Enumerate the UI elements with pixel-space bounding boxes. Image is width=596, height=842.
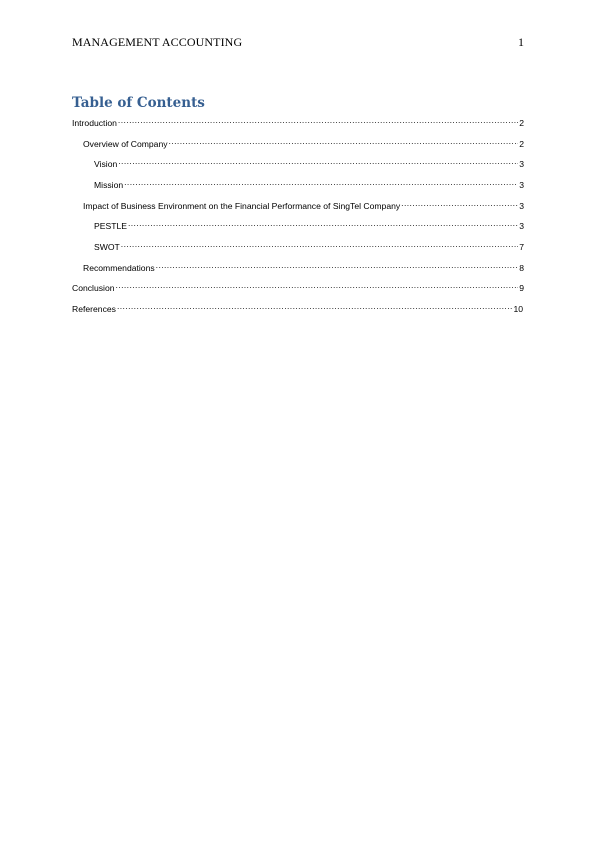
toc-entry-page: 3 [519, 159, 524, 169]
toc-entry-recommendations[interactable] [83, 259, 524, 271]
toc-entry-introduction[interactable] [72, 114, 524, 126]
toc-entry-page: 7 [519, 242, 524, 252]
toc-entry-page: 9 [519, 283, 524, 293]
toc-entry-page: 8 [519, 263, 524, 273]
dot-leader [128, 217, 518, 229]
toc-entry-overview-of-company[interactable] [83, 135, 524, 147]
toc-entry-pestle[interactable] [94, 217, 524, 229]
toc-entry-impact-of-business-environment[interactable] [83, 197, 524, 209]
toc-entry-mission[interactable] [94, 176, 524, 188]
page-header [72, 35, 524, 51]
toc-entry-page: 2 [519, 118, 524, 128]
toc-entry-label: References [72, 304, 116, 314]
toc-entry-references[interactable] [72, 300, 523, 312]
toc-entry-page: 2 [519, 139, 524, 149]
toc-entry-label: Recommendations [83, 263, 155, 273]
toc-entry-page: 10 [513, 304, 523, 314]
toc-entry-swot[interactable] [94, 238, 524, 250]
toc-entry-label: Introduction [72, 118, 117, 128]
dot-leader [401, 197, 518, 209]
toc-entry-label: Conclusion [72, 283, 115, 293]
toc-entry-page: 3 [519, 180, 524, 190]
page-number: 1 [518, 35, 524, 49]
dot-leader [116, 279, 519, 291]
toc-title: Table of Contents [72, 95, 205, 111]
dot-leader [156, 259, 519, 271]
toc-entry-label: Mission [94, 180, 124, 190]
dot-leader [169, 135, 519, 147]
running-head: MANAGEMENT ACCOUNTING [72, 35, 243, 49]
toc-entry-label: SWOT [94, 242, 120, 252]
dot-leader [118, 155, 518, 167]
dot-leader [124, 176, 518, 188]
dot-leader [118, 114, 518, 126]
toc-entry-page: 3 [519, 221, 524, 231]
dot-leader [121, 238, 518, 250]
dot-leader [117, 300, 512, 312]
toc-entry-label: PESTLE [94, 221, 127, 231]
toc-entry-label: Vision [94, 159, 118, 169]
toc-entry-page: 3 [519, 201, 524, 211]
toc-entry-label: Impact of Business Environment on the Financial Performance of SingTel Company [83, 201, 401, 211]
toc-entry-conclusion[interactable] [72, 279, 524, 291]
toc-entry-vision[interactable] [94, 155, 524, 167]
toc-entry-label: Overview of Company [83, 139, 168, 149]
